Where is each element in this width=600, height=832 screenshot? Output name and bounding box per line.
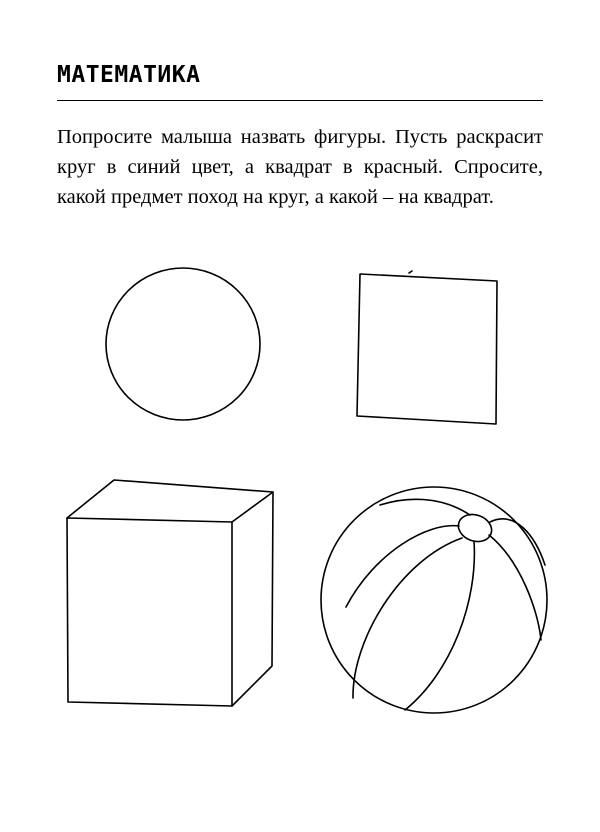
cube-figure (67, 480, 273, 706)
page-title: МАТЕМАТИКА (57, 62, 201, 88)
circle-figure (106, 268, 260, 420)
ball-figure (321, 487, 547, 713)
instructions-text: Попросите малыша назвать фигуры. Пусть раскрасит круг в синий цвет, а квадрат в красный. Спросите, какой предмет поход на круг, а какой – на квадрат. (57, 126, 543, 208)
square-figure (357, 271, 497, 424)
